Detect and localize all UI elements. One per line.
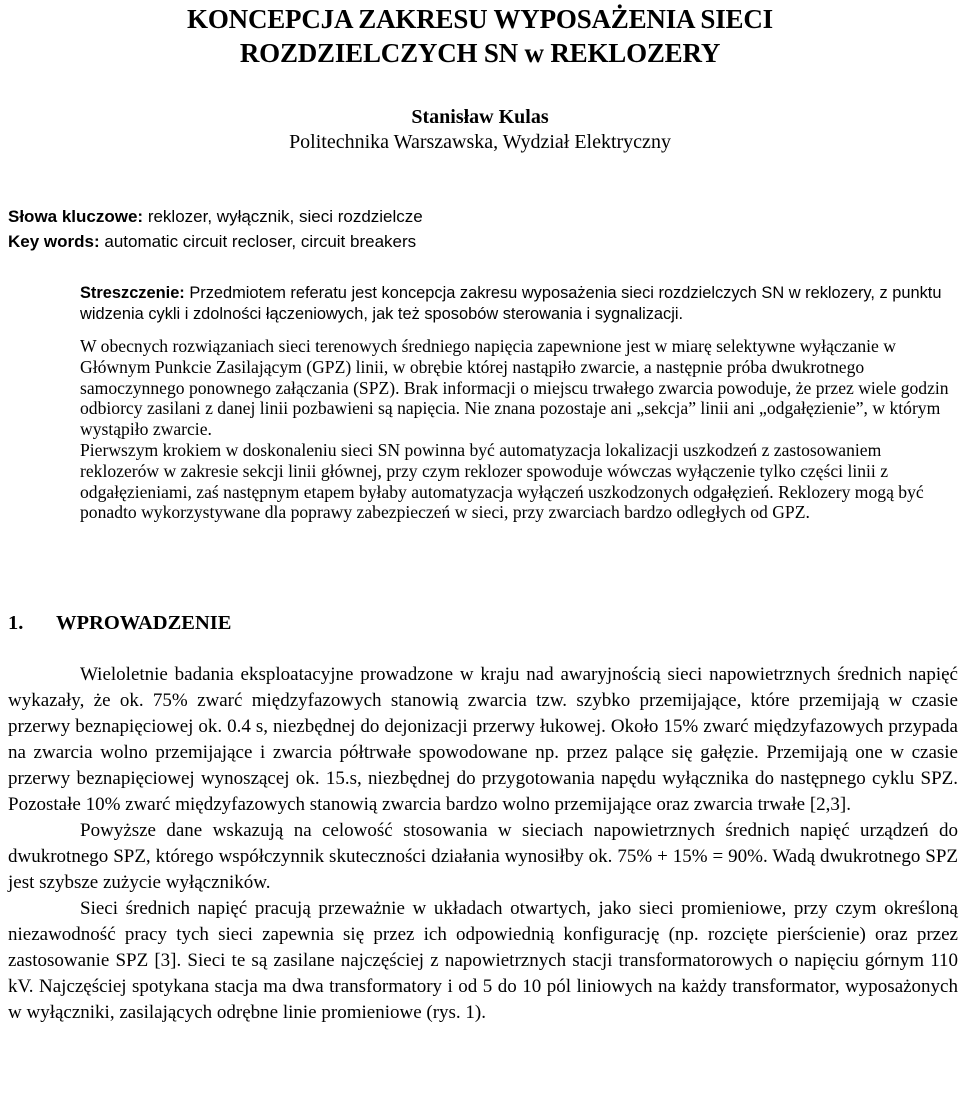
abstract-body [80,336,950,523]
author-affiliation: Politechnika Warszawska, Wydział Elektryczny [289,131,671,153]
abstract-label: Streszczenie: [80,284,185,302]
section-number: 1. [8,612,24,634]
abstract-intro [80,283,950,325]
body-paragraph-3: Sieci średnich napięć pracują przeważnie w układach otwartych, jako sieci promieniowe, przy czym określoną niezawodność pracy tych sieci zapewnia się przez ich odpowiednią konfigurację (np. rozcięte pierścienie) oraz przez zastosowanie SPZ [3]. Sieci te są zasilane najczęściej z napowietrznych stacji transformatorowych o napięciu górnym 110 kV. Najczęściej spotykana stacja ma dwa transformatory i od 5 do 10 pól liniowych na każdy transformator, wyposażonych w wyłączniki, zasilających odrębne linie promieniowe (rys. 1). [8,898,958,1023]
abstract-paragraph-1: W obecnych rozwiązaniach sieci terenowych średniego napięcia zapewnione jest w miarę selektywne wyłączanie w Głównym Punkcie Zasilającym (GPZ) linii, w obrębie której nastąpiło zwarcie, a następnie próba dwukrotnego samoczynnego ponownego załączania (SPZ). Brak informacji o miejscu trwałego zwarcia powoduje, że przez wiele godzin odbiorcy zasilani z danej linii pozbawieni są napięcia. Nie znana pozostaje ani „sekcja” linii ani „odgałęzienie”, w którym wystąpiło zwarcie. [80,336,949,440]
keywords-english-text: automatic circuit recloser, circuit breakers [99,232,417,251]
keywords-polish [8,206,948,228]
abstract-paragraph-2: Pierwszym krokiem w doskonaleniu sieci SN powinna być automatyzacja lokalizacji uszkodzeń z zastosowaniem reklozerów w zakresie sekcji linii głównej, przy czym reklozer spowoduje wówczas wyłączenie tylko części linii z odgałęzieniami, zaś następnym etapem byłaby automatyzacja wyłączeń uszkodzonych odgałęzień. Reklozery mogą być ponadto wykorzystywane dla poprawy zabezpieczeń w sieci, przy zwarciach bardzo odległych od GPZ. [80,439,924,523]
abstract-intro-text: Przedmiotem referatu jest koncepcja zakresu wyposażenia sieci rozdzielczych SN w reklozery, z punktu widzenia cykli i zdolności łączeniowych, jak też sposobów sterowania i sygnalizacji. [80,284,942,323]
author-name: Stanisław Kulas [411,106,549,128]
section-body [8,662,958,1026]
keywords-polish-text: reklozer, wyłącznik, sieci rozdzielcze [143,207,423,226]
paper-title [0,2,960,70]
title-line-2: ROZDZIELCZYCH SN w REKLOZERY [239,38,721,68]
title-line-1: KONCEPCJA ZAKRESU WYPOSAŻENIA SIECI [187,4,773,34]
keywords-english-label: Key words: [8,232,100,251]
section-heading [8,611,231,635]
keywords-english [8,231,948,253]
body-paragraph-1: Wieloletnie badania eksploatacyjne prowadzone w kraju nad awaryjnością sieci napowietrznych średnich napięć wykazały, że ok. 75% zwarć międzyfazowych stanowią zwarcia tzw. szybko przemijające, które przemijają w czasie przerwy beznapięciowej ok. 0.4 s, niezbędnej do dejonizacji przerwy łukowej. Około 15% zwarć międzyfazowych przypada na zwarcia wolno przemijające i zwarcia półtrwałe spowodowane np. przez palące się gałęzie. Przemijają one w czasie przerwy beznapięciowej wynoszącej ok. 15.s, niezbędnej do przygotowania napędu wyłącznika do następnego cyklu SPZ. Pozostałe 10% zwarć międzyfazowych stanowią zwarcia bardzo wolno przemijające oraz zwarcia trwałe [2,3]. [8,664,958,815]
section-title: WPROWADZENIE [56,612,232,634]
keywords-polish-label: Słowa kluczowe: [8,207,144,226]
body-paragraph-2: Powyższe dane wskazują na celowość stosowania w sieciach napowietrznych średnich napięć urządzeń do dwukrotnego SPZ, którego współczynnik skuteczności działania wynosiłby ok. 75% + 15% = 90%. Wadą dwukrotnego SPZ jest szybsze zużycie wyłączników. [8,820,958,893]
